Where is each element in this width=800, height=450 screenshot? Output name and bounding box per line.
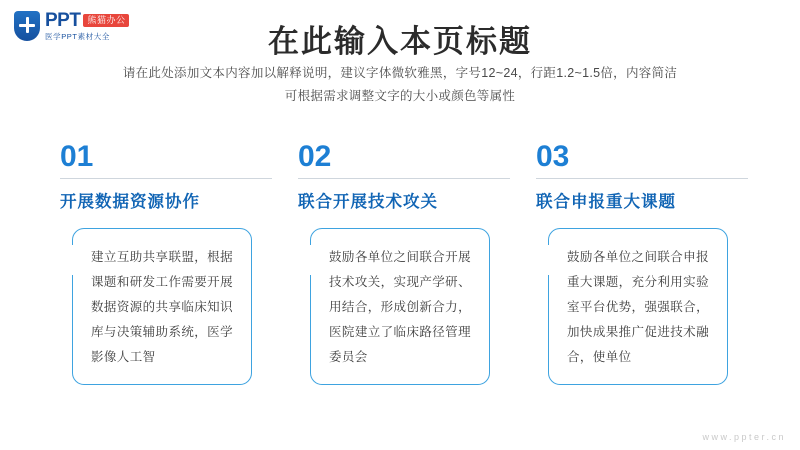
content-columns [60,140,748,385]
logo-brand-text: PPT [45,9,81,31]
column-divider [536,178,748,179]
column-heading: 联合开展技术攻关 [298,193,438,211]
column-number: 02 [298,140,332,173]
column-number: 01 [60,140,94,173]
column-01 [60,140,272,385]
column-card [72,228,252,385]
column-02 [298,140,510,385]
column-divider [298,178,510,179]
subtitle-line-2: 可根据需求调整文字的大小或颜色等属性 [284,89,516,103]
column-body-text: 建立互助共享联盟，根据课题和研发工作需要开展数据资源的共享临床知识库与决策辅助系统，医学影像人工智 [91,250,233,364]
column-03 [536,140,748,385]
column-body-text: 鼓励各单位之间联合开展技术攻关，实现产学研、用结合，形成创新合力，医院建立了临床路径管理委员会 [329,250,471,364]
column-body-text: 鼓励各单位之间联合申报重大课题，充分利用实验室平台优势，强强联合，加快成果推广促进技术融合，使单位 [567,250,709,364]
column-card [548,228,728,385]
column-number: 03 [536,140,570,173]
column-heading: 开展数据资源协作 [60,193,200,211]
footer-watermark: www.ppter.cn [702,432,786,442]
page-subtitle [0,62,800,108]
subtitle-line-1: 请在此处添加文本内容加以解释说明，建议字体微软雅黑，字号12~24，行距1.2~1.5倍，内容简洁 [122,66,678,80]
logo-badge: 熊猫办公 [83,14,129,27]
page-title: 在此输入本页标题 [268,24,532,59]
column-divider [60,178,272,179]
column-card [310,228,490,385]
logo-subtitle: 医学PPT素材大全 [45,31,110,41]
column-heading: 联合申报重大课题 [536,193,676,211]
